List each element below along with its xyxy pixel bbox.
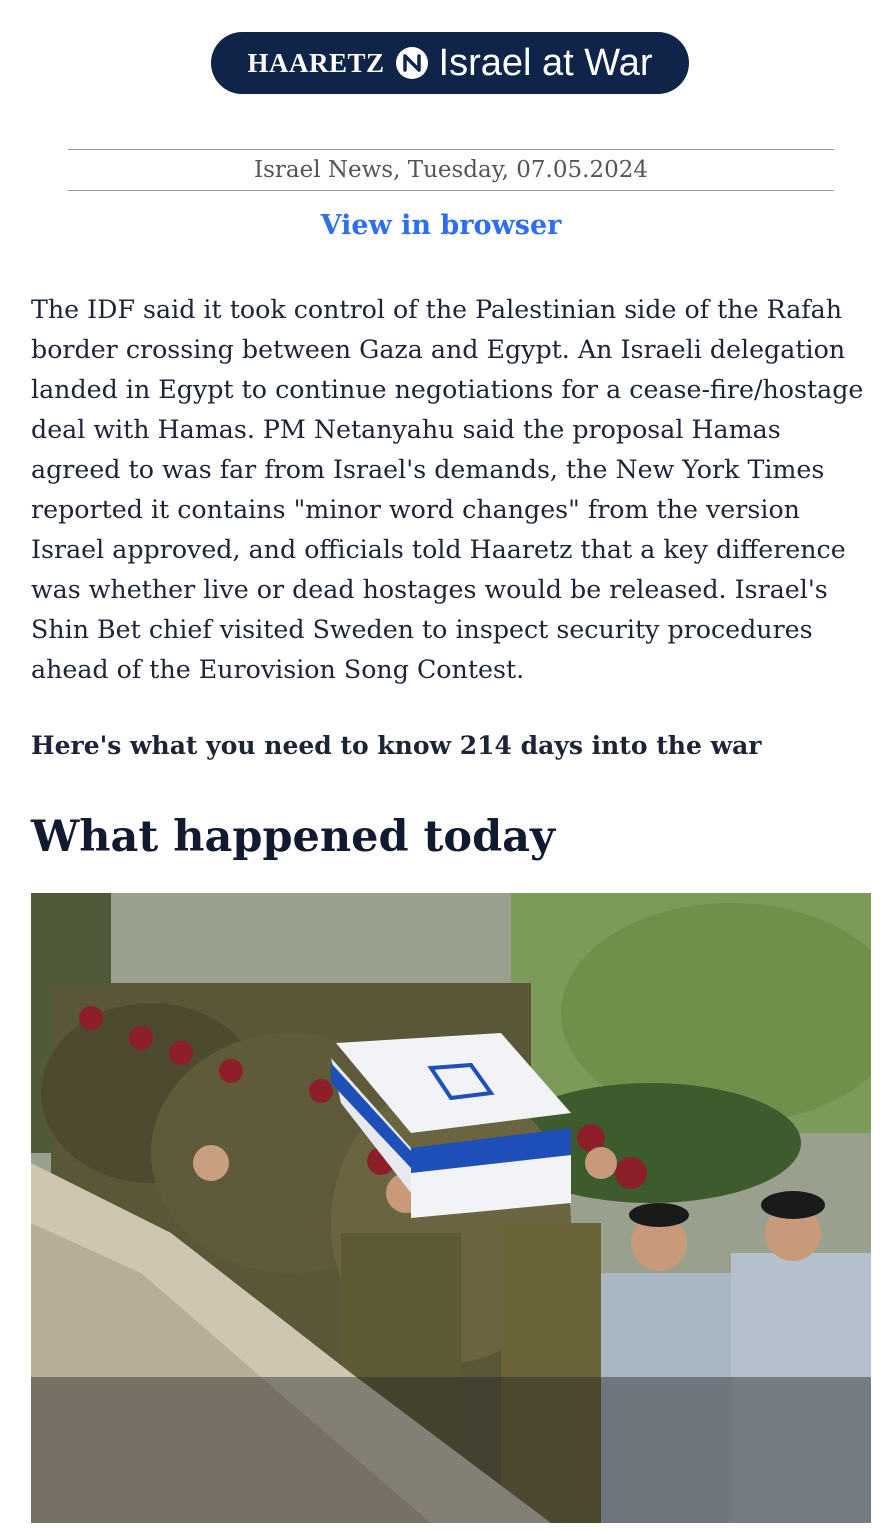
need-to-know-heading: Here's what you need to know 214 days into the war — [31, 731, 762, 760]
what-happened-heading: What happened today — [31, 812, 555, 862]
newsletter-header — [211, 32, 689, 94]
section-title: Israel at War — [438, 41, 653, 84]
view-in-browser-link[interactable]: View in browser — [320, 210, 562, 241]
brand-name: HAARETZ — [247, 47, 385, 78]
photo-caption-overlay — [31, 1377, 871, 1523]
article-photo[interactable] — [31, 893, 871, 1523]
news-summary: The IDF said it took control of the Palestinian side of the Rafah border crossing between Gaza and Egypt. An Israeli delegation landed in Egypt to continue negotiations for a cease-fire/hostage deal with Hamas. PM Netanyahu said the proposal Hamas agreed to was far from Israel's demands, the New York Times reported it contains "minor word changes" from the version Israel approved, and officials told Haaretz that a key difference was whether live or dead hostages would be released. Israel's Shin Bet chief visited Sweden to inspect security procedures ahead of the Eurovision Song Contest. — [31, 295, 864, 684]
haaretz-logo-icon — [395, 46, 429, 80]
dateline: Israel News, Tuesday, 07.05.2024 — [68, 149, 834, 191]
